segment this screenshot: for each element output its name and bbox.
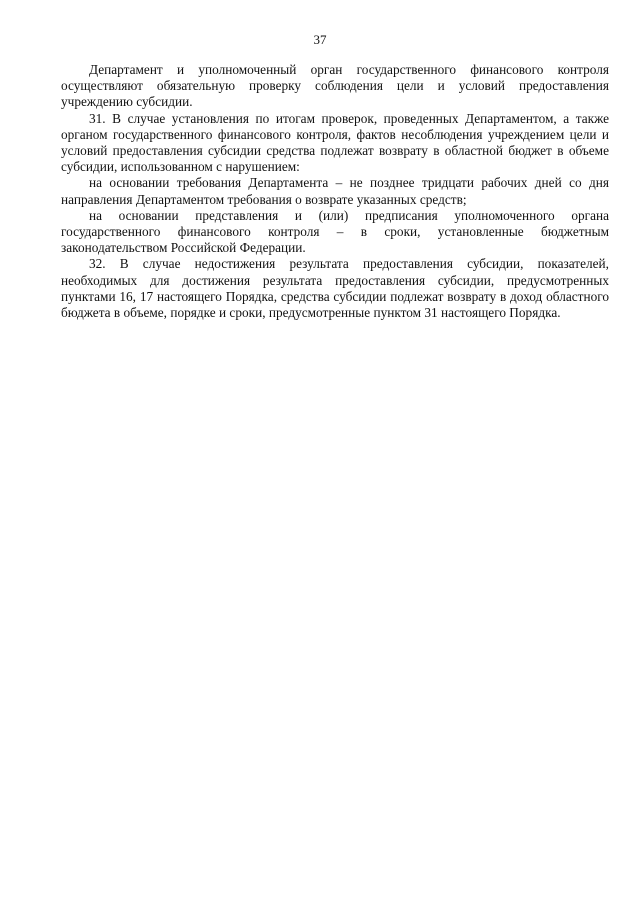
document-body [61,62,609,321]
paragraph-verification: Департамент и уполномоченный орган государственного финансового контроля осуществляют обязательную проверку соблюдения цели и условий предоставления учреждению субсидии. [61,62,609,110]
page-number: 37 [313,32,327,47]
paragraph-31-department-requirement: на основании требования Департамента – не позднее тридцати рабочих дней со дня направления Департаментом требования о возврате указанных средств; [61,175,609,207]
paragraph-31: 31. В случае установления по итогам проверок, проведенных Департаментом, а также органом государственного финансового контроля, фактов несоблюдения учреждением цели и условий предоставления субсидии средства подлежат возврату в областной бюджет в объеме субсидии, использованном с нарушением: [61,110,609,175]
paragraph-32: 32. В случае недостижения результата предоставления субсидии, показателей, необходимых для достижения результата предоставления субсидии, предусмотренных пунктами 16, 17 настоящего Порядка, средства субсидии подлежат возврату в доход областного бюджета в объеме, порядке и сроки, предусмотренные пунктом 31 настоящего Порядка. [61,256,609,321]
paragraph-31-control-body-order: на основании представления и (или) предписания уполномоченного органа государственного финансового контроля – в сроки, установленные бюджетным законодательством Российской Федерации. [61,207,609,256]
